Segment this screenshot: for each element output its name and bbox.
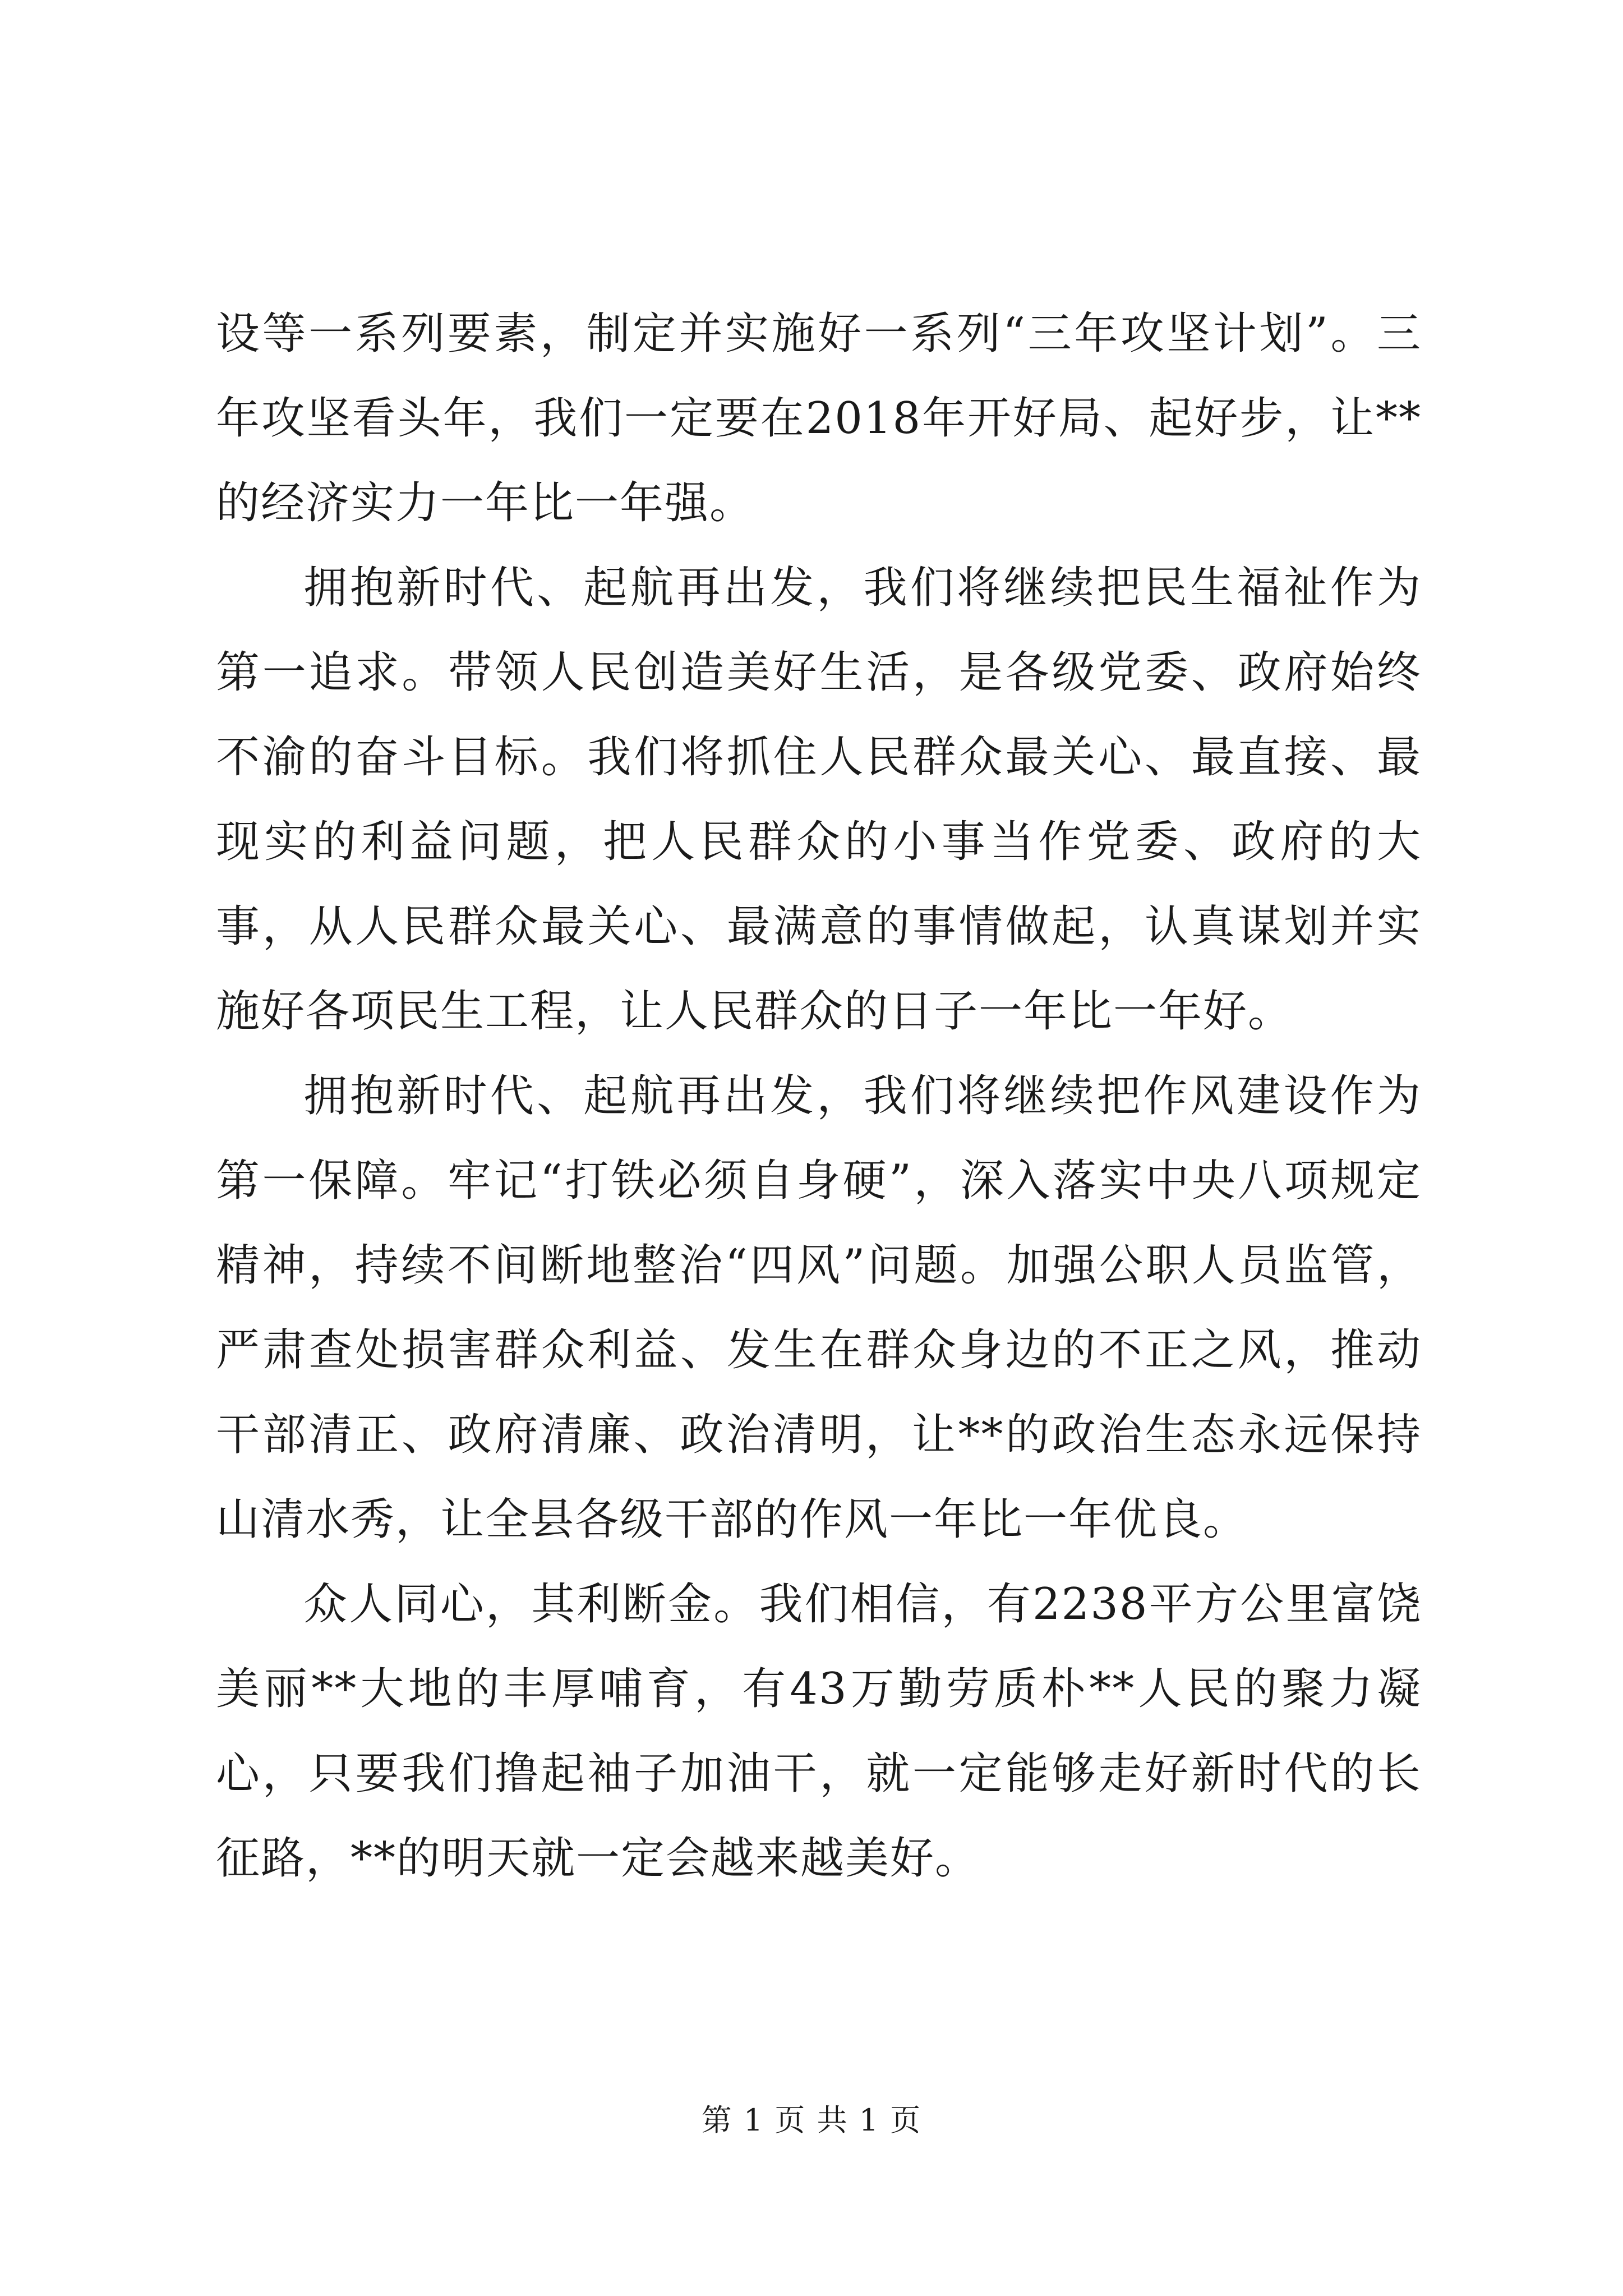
paragraph-4: 众人同心，其利断金。我们相信，有2238平方公里富饶美丽**大地的丰厚哺育，有43万勤劳质朴**人民的聚力凝心，只要我们撸起袖子加油干，就一定能够走好新时代的长征路，**的明天就一定会越来越美好。: [216, 1579, 1422, 1884]
paragraph-3: 拥抱新时代、起航再出发，我们将继续把作风建设作为第一保障。牢记“打铁必须自身硬”，深入落实中央八项规定精神，持续不间断地整治“四风”问题。加强公职人员监管，严肃查处损害群众利益、发生在群众身边的不正之风，推动干部清正、政府清廉、政治清明，让**的政治生态永远保持山清水秀，让全县各级干部的作风一年比一年优良。: [216, 1071, 1422, 1545]
page-footer: 第 1 页 共 1 页: [701, 2102, 922, 2138]
paragraph-2: 拥抱新时代、起航再出发，我们将继续把民生福祉作为第一追求。带领人民创造美好生活，是各级党委、政府始终不渝的奋斗目标。我们将抓住人民群众最关心、最直接、最现实的利益问题，把人民群众的小事当作党委、政府的大事，从人民群众最关心、最满意的事情做起，认真谋划并实施好各项民生工程，让人民群众的日子一年比一年好。: [216, 563, 1422, 1037]
document-body: [216, 292, 1422, 1901]
paragraph-1: 设等一系列要素，制定并实施好一系列“三年攻坚计划”。三年攻坚看头年，我们一定要在2018年开好局、起好步，让**的经济实力一年比一年强。: [216, 309, 1422, 528]
